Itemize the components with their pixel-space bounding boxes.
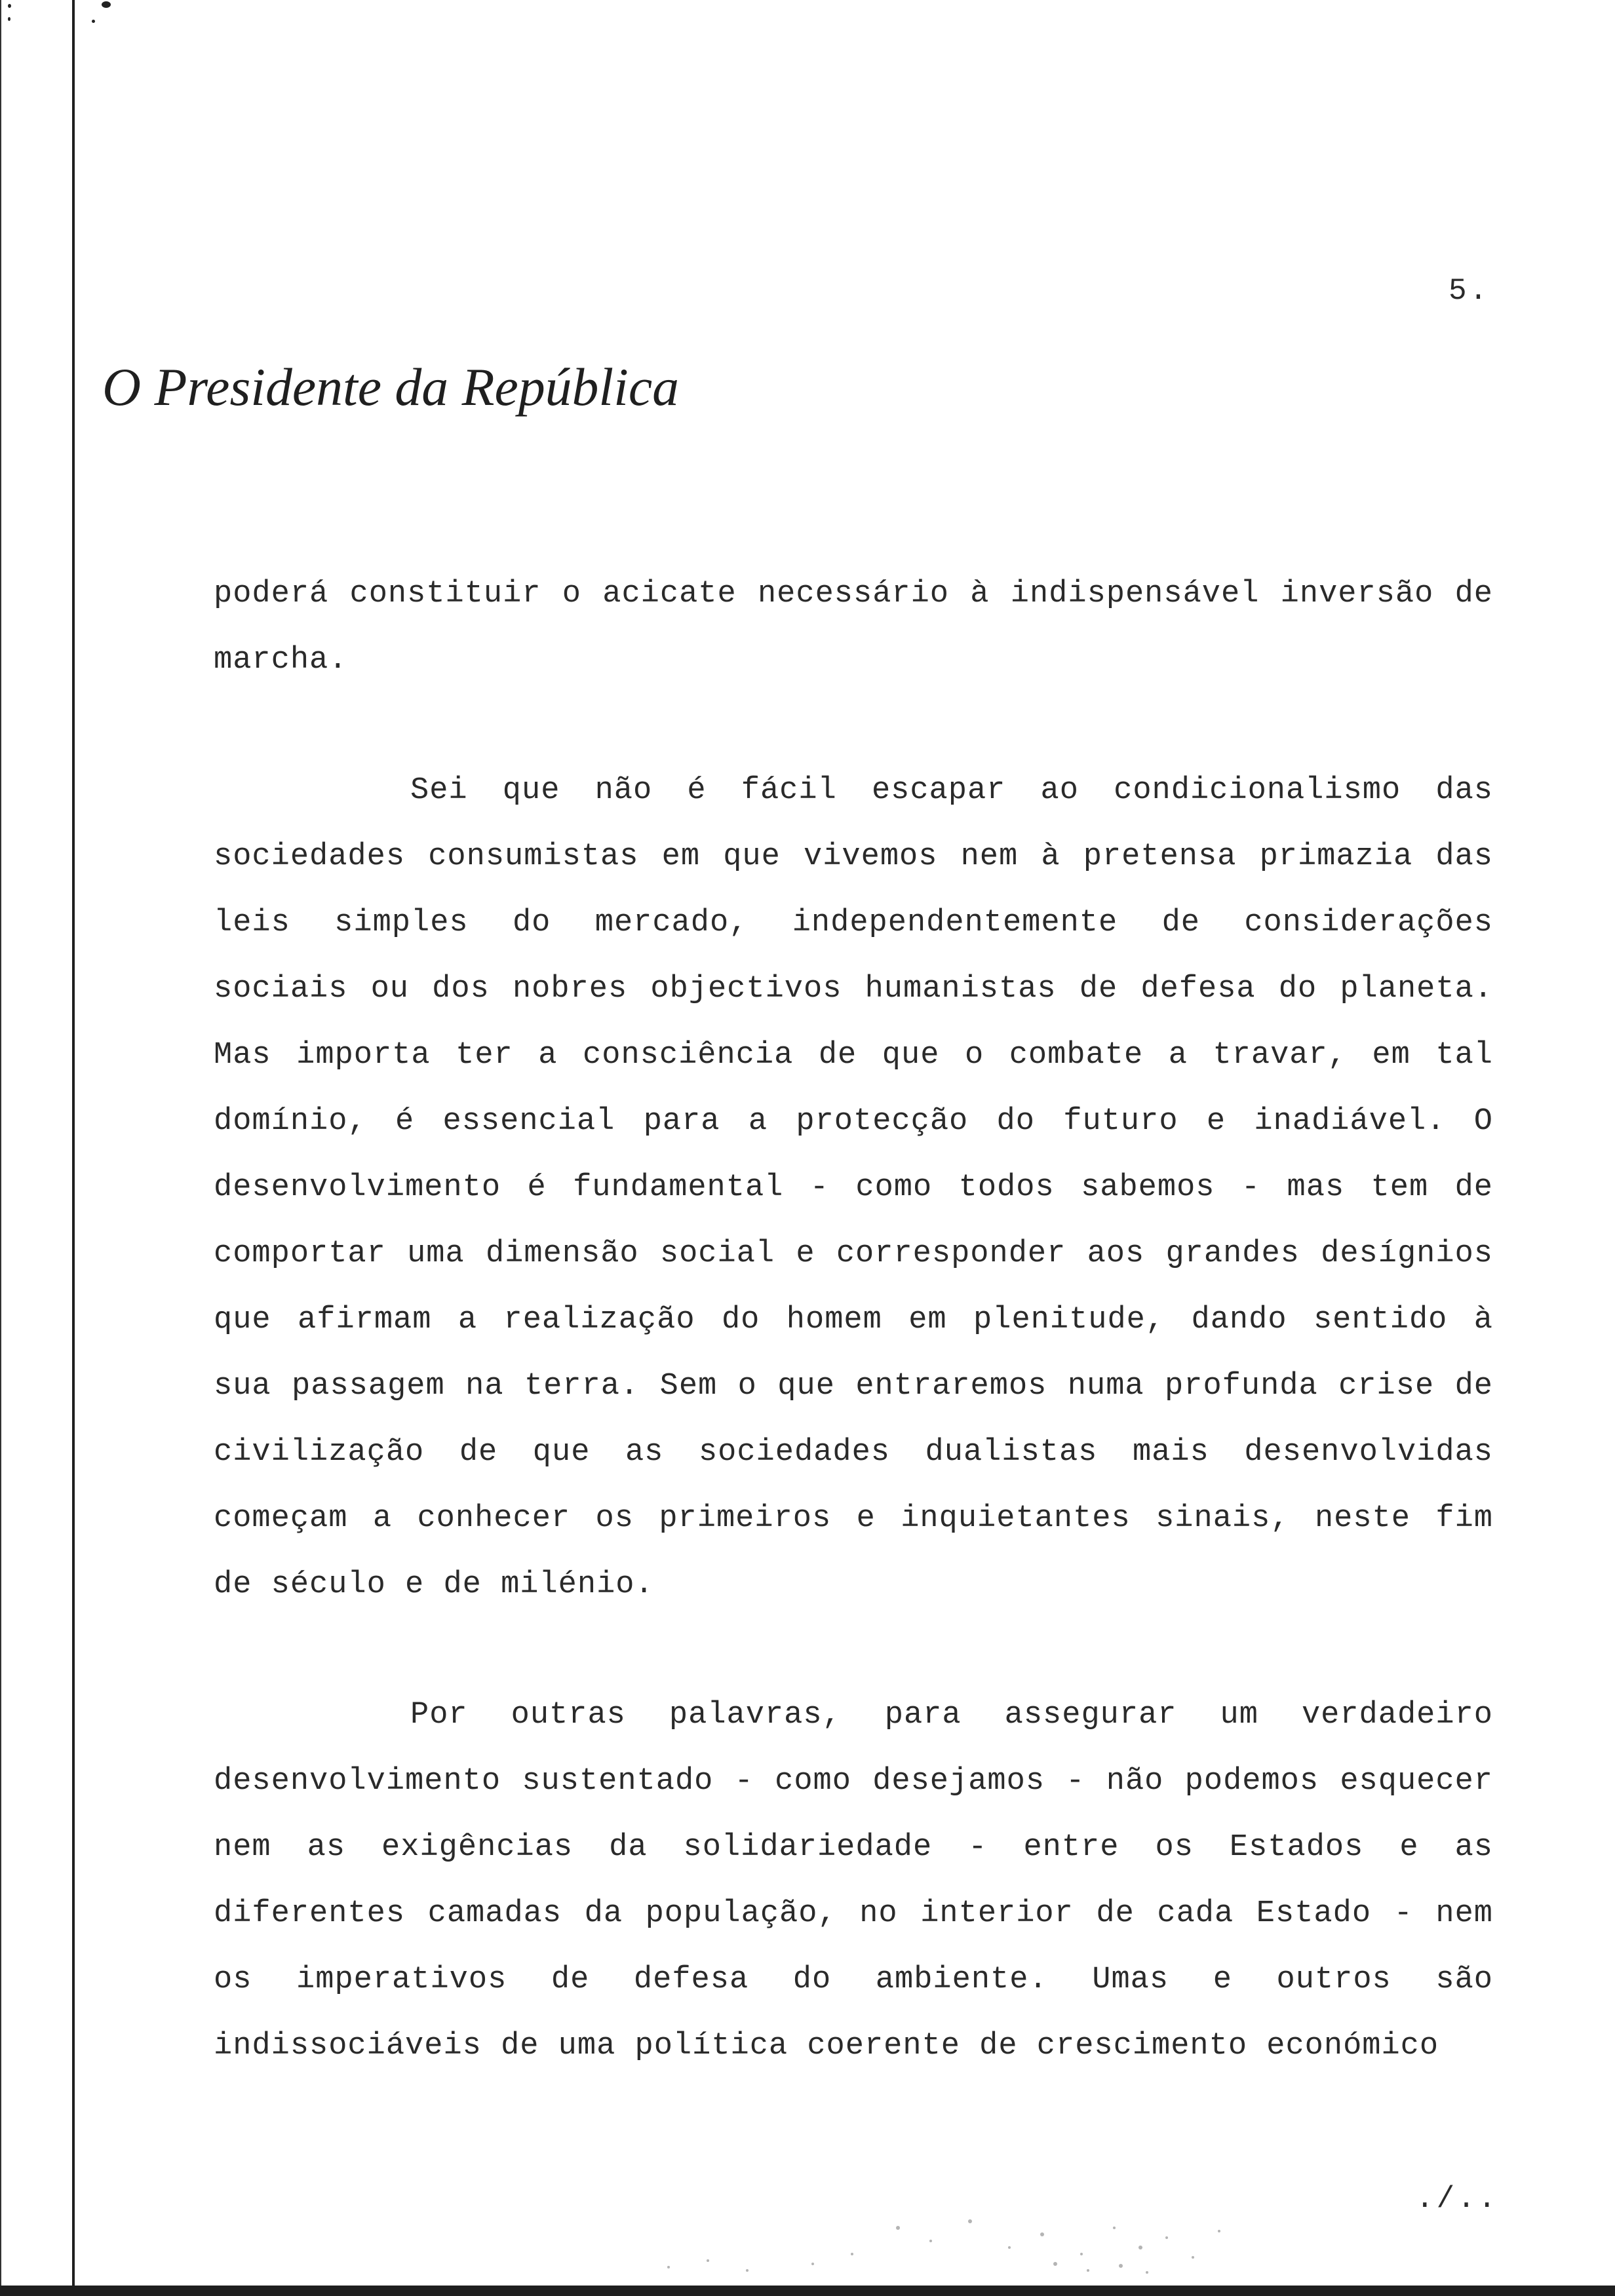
scan-speck (8, 4, 11, 8)
paragraph: poderá constituir o acicate necessário à indispensável inversão de marcha. (214, 577, 1493, 678)
scan-speck (92, 20, 95, 23)
document-body (214, 561, 1493, 2079)
letterhead-text: O Presidente da República (102, 357, 679, 417)
scan-noise (472, 2149, 1324, 2280)
page-number: 5. (1449, 274, 1490, 308)
paragraph: Sei que não é fácil escapar ao condicionalismo das sociedades consumistas em que vivemos nem à pretensa primazia das leis simples do mercado, independentemente de considerações sociais ou dos nobres objectivos humanistas de defesa do planeta. Mas importa ter a consciência de que o combate a travar, em tal domínio, é essencial para a protecção do futuro e inadiável. O desenvolvimento é fundamental - como todos sabemos - mas tem de comportar uma dimensão social e corresponder aos grandes desígnios que afirmam a realização do homem em plenitude, dando sentido à sua passagem na terra. Sem o que entraremos numa profunda crise de civilização de que as sociedades dualistas mais desenvolvidas começam a conhecer os primeiros e inquietantes sinais, neste fim de século e de milénio. (214, 773, 1493, 1602)
letterhead-title (98, 354, 688, 426)
paragraph: Por outras palavras, para assegurar um verdadeiro desenvolvimento sustentado - como desejamos - não podemos esquecer nem as exigências da solidariedade - entre os Estados e as diferentes camadas da população, no interior de cada Estado - nem os imperativos de defesa do ambiente. Umas e outros são indissociáveis de uma política coerente de crescimento económico (214, 1698, 1493, 2063)
scan-left-edge (0, 0, 1, 2296)
scan-speck (8, 17, 10, 21)
scan-speck (102, 1, 111, 8)
continuation-mark: ./.. (1416, 2182, 1499, 2216)
letterhead-script (98, 354, 688, 426)
binding-margin-line (72, 0, 75, 2296)
scan-bottom-edge (0, 2286, 1615, 2296)
